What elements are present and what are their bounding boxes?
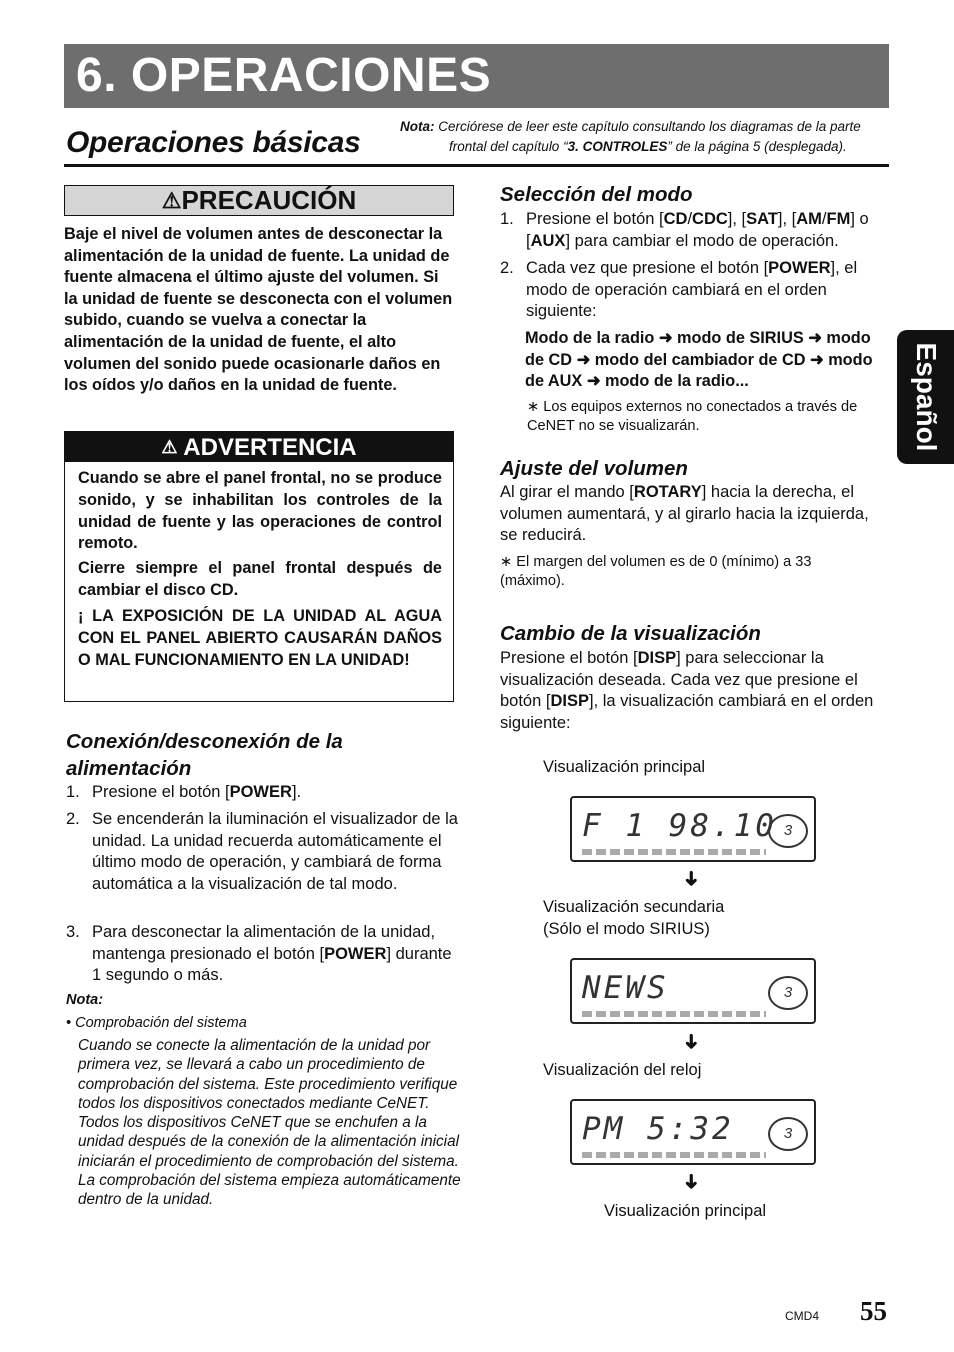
section-subtitle: Operaciones básicas: [66, 126, 361, 159]
lcd-indicators: [582, 1011, 766, 1017]
warning-title: ADVERTENCIA: [183, 434, 357, 461]
t: ] hacia la derecha, el volumen aumentará, y al girarlo hacia la izquierda, se reducirá.: [500, 483, 869, 545]
t: Presione el botón [: [500, 649, 638, 667]
t: /: [687, 210, 693, 228]
t: Presione el botón [: [526, 210, 664, 228]
header-note-line2: [400, 137, 890, 157]
header-rule: [64, 164, 889, 167]
step-text: ].: [291, 783, 302, 801]
button-name: CDC: [692, 210, 728, 228]
language-tab-label: Español: [910, 342, 942, 452]
note-text-a: frontal del capítulo “: [449, 139, 568, 154]
warning-paragraph-2: Cierre siempre el panel frontal después de cambiar el disco CD.: [78, 559, 442, 599]
button-name: POWER: [324, 944, 387, 963]
t: ], el modo de operación cambiará en el orden siguiente:: [526, 259, 858, 321]
volume-heading: Ajuste del volumen: [500, 457, 688, 480]
caption-clock-display: Visualización del reloj: [543, 1061, 702, 1079]
arrow-down-icon: [679, 866, 702, 891]
page-number: 55: [860, 1296, 887, 1326]
note-label: Nota:: [66, 992, 104, 1008]
arrow-glyph: ➜: [679, 870, 702, 887]
power-step-3: [66, 922, 458, 987]
step-text: Para desconectar la alimentación de la unidad, mantenga presionado el botón [: [92, 923, 436, 963]
arrow-glyph: ➜: [679, 1033, 702, 1050]
note-text-c: ” de la página 5 (desplegada).: [667, 139, 847, 154]
model-code: CMD4: [785, 1309, 820, 1323]
caution-title: PRECAUCIÓN: [181, 185, 357, 215]
note-text: Cuando se conecte la alimentación de la unidad por primera vez, se llevará a cabo un procedimiento de comprobación del sistema. Este procedimiento verifique todos los dispositivos conectados mediante CeNET. Todos los dispositivos CeNET que se enchufen a la unidad después de la conexión de la alimentación inicial iniciarán el procedimiento de comprobación del sistema. La comprobación del sistema empieza automáticamente dentro de la unidad.: [78, 1037, 461, 1209]
mode-sequence: Modo de la radio ➜ modo de SIRIUS ➜ modo de CD ➜ modo del cambiador de CD ➜ modo de AUX ➜ modo de la radio...: [525, 329, 873, 391]
t: Al girar el mando [: [500, 483, 634, 501]
note-bullet: • Comprobación del sistema: [66, 1015, 247, 1031]
language-tab: [897, 330, 954, 464]
lcd-main-display: [570, 796, 816, 862]
button-name: DISP: [550, 692, 589, 711]
button-name: SAT: [746, 210, 778, 228]
t: ], [: [777, 210, 797, 228]
step-number: 2.: [66, 810, 80, 828]
header-note-label: Nota:: [400, 119, 435, 134]
volume-footnote: ∗ El margen del volumen es de 0 (mínimo) a 33 (máximo).: [500, 554, 812, 589]
t: ] para seleccionar la visualización deseada. Cada vez que presione el botón [: [500, 649, 858, 711]
lcd-text: F 1 98.10: [582, 808, 777, 844]
mode-footnote: ∗ Los equipos externos no conectados a través de CeNET no se visualizarán.: [527, 399, 858, 434]
lcd-indicators: [582, 1152, 766, 1158]
step-text: Se encenderán la iluminación el visualizador de la unidad. La unidad recuerda automáticamente el último modo de operación, y cambiará de forma automática a la visualización de tal modo.: [92, 810, 458, 893]
t: ], la visualización cambiará en el orden siguiente:: [500, 692, 874, 732]
display-text: [500, 648, 890, 734]
power-heading-line2: alimentación: [66, 757, 192, 780]
display-heading: Cambio de la visualización: [500, 622, 761, 645]
warning-header: [65, 432, 453, 462]
step-number: 3.: [66, 923, 80, 941]
caption-secondary-display: [543, 897, 724, 940]
step-text: ] durante 1 segundo o más.: [92, 944, 452, 985]
volume-dial-icon: 3: [768, 814, 808, 848]
lcd-text: NEWS: [582, 970, 669, 1006]
page-title: 6. OPERACIONES: [76, 49, 492, 102]
mode-step-1: [500, 209, 890, 252]
header-note: [400, 117, 890, 157]
note-text-b: 3. CONTROLES: [567, 139, 668, 154]
warning-icon: ⚠: [161, 188, 182, 213]
warning-box: [64, 431, 454, 702]
arrow-down-icon: [679, 1169, 702, 1194]
caption-main-display: Visualización principal: [543, 758, 706, 776]
step-number: 1.: [66, 783, 80, 801]
header-note-line1: Cerciórese de leer este capítulo consultando los diagramas de la parte: [438, 119, 861, 134]
step-number: 1.: [500, 210, 514, 228]
volume-text: [500, 482, 880, 547]
button-name: POWER: [229, 783, 292, 801]
caption-line: (Sólo el modo SIRIUS): [543, 919, 710, 938]
mode-step-2: [500, 258, 890, 323]
lcd-secondary-display: [570, 958, 816, 1024]
power-step-2: [66, 809, 458, 895]
button-name: DISP: [637, 649, 677, 667]
lcd-text: PM 5:32: [582, 1111, 734, 1147]
t: ] para cambiar el modo de operación.: [565, 231, 839, 250]
power-step-1: [66, 782, 458, 804]
button-name: AUX: [530, 231, 566, 250]
caution-text: Baje el nivel de volumen antes de desconectar la alimentación de la unidad de fuente. La unidad de fuente almacena el último ajuste del volumen. Si la unidad de fuente se desconecta con el volumen subido, cuando se vuelva a conectar la alimentación de la unidad de fuente, el alto volumen del sonido puede ocasionarle daños en los oídos y/o daños en la unidad de fuente.: [64, 225, 453, 395]
button-name: POWER: [768, 259, 831, 277]
mode-heading: Selección del modo: [500, 183, 693, 206]
t: /: [821, 210, 827, 228]
warning-paragraph-1: Cuando se abre el panel frontal, no se produce sonido, y se inhabilitan los controles de la unidad de fuente y las operaciones de control remoto.: [78, 469, 442, 553]
power-heading-line1: Conexión/desconexión de la: [66, 730, 343, 753]
caption-line: Visualización secundaria: [543, 898, 725, 916]
power-heading: [66, 728, 343, 782]
button-name: ROTARY: [633, 483, 702, 501]
volume-dial-icon: 3: [768, 976, 808, 1010]
title-bar: [64, 44, 889, 108]
warning-icon: ⚠: [161, 437, 178, 457]
button-name: CD: [663, 210, 688, 228]
step-text: Presione el botón [: [92, 783, 230, 801]
lcd-clock-display: [570, 1099, 816, 1165]
arrow-down-icon: [679, 1029, 702, 1054]
t: ] o [: [526, 210, 869, 250]
arrow-glyph: ➜: [679, 1173, 702, 1190]
t: ], [: [727, 210, 747, 228]
caption-main-display-return: Visualización principal: [604, 1202, 767, 1220]
step-number: 2.: [500, 259, 514, 277]
caution-header: [64, 185, 454, 216]
button-name: AM: [796, 210, 822, 228]
t: Cada vez que presione el botón [: [526, 259, 769, 277]
lcd-indicators: [582, 849, 766, 855]
button-name: FM: [826, 210, 851, 228]
volume-dial-icon: 3: [768, 1117, 808, 1151]
warning-paragraph-3: ¡ LA EXPOSICIÓN DE LA UNIDAD AL AGUA CON EL PANEL ABIERTO CAUSARÁN DAÑOS O MAL FUNCIONAMIENTO EN LA UNIDAD!: [78, 607, 442, 669]
